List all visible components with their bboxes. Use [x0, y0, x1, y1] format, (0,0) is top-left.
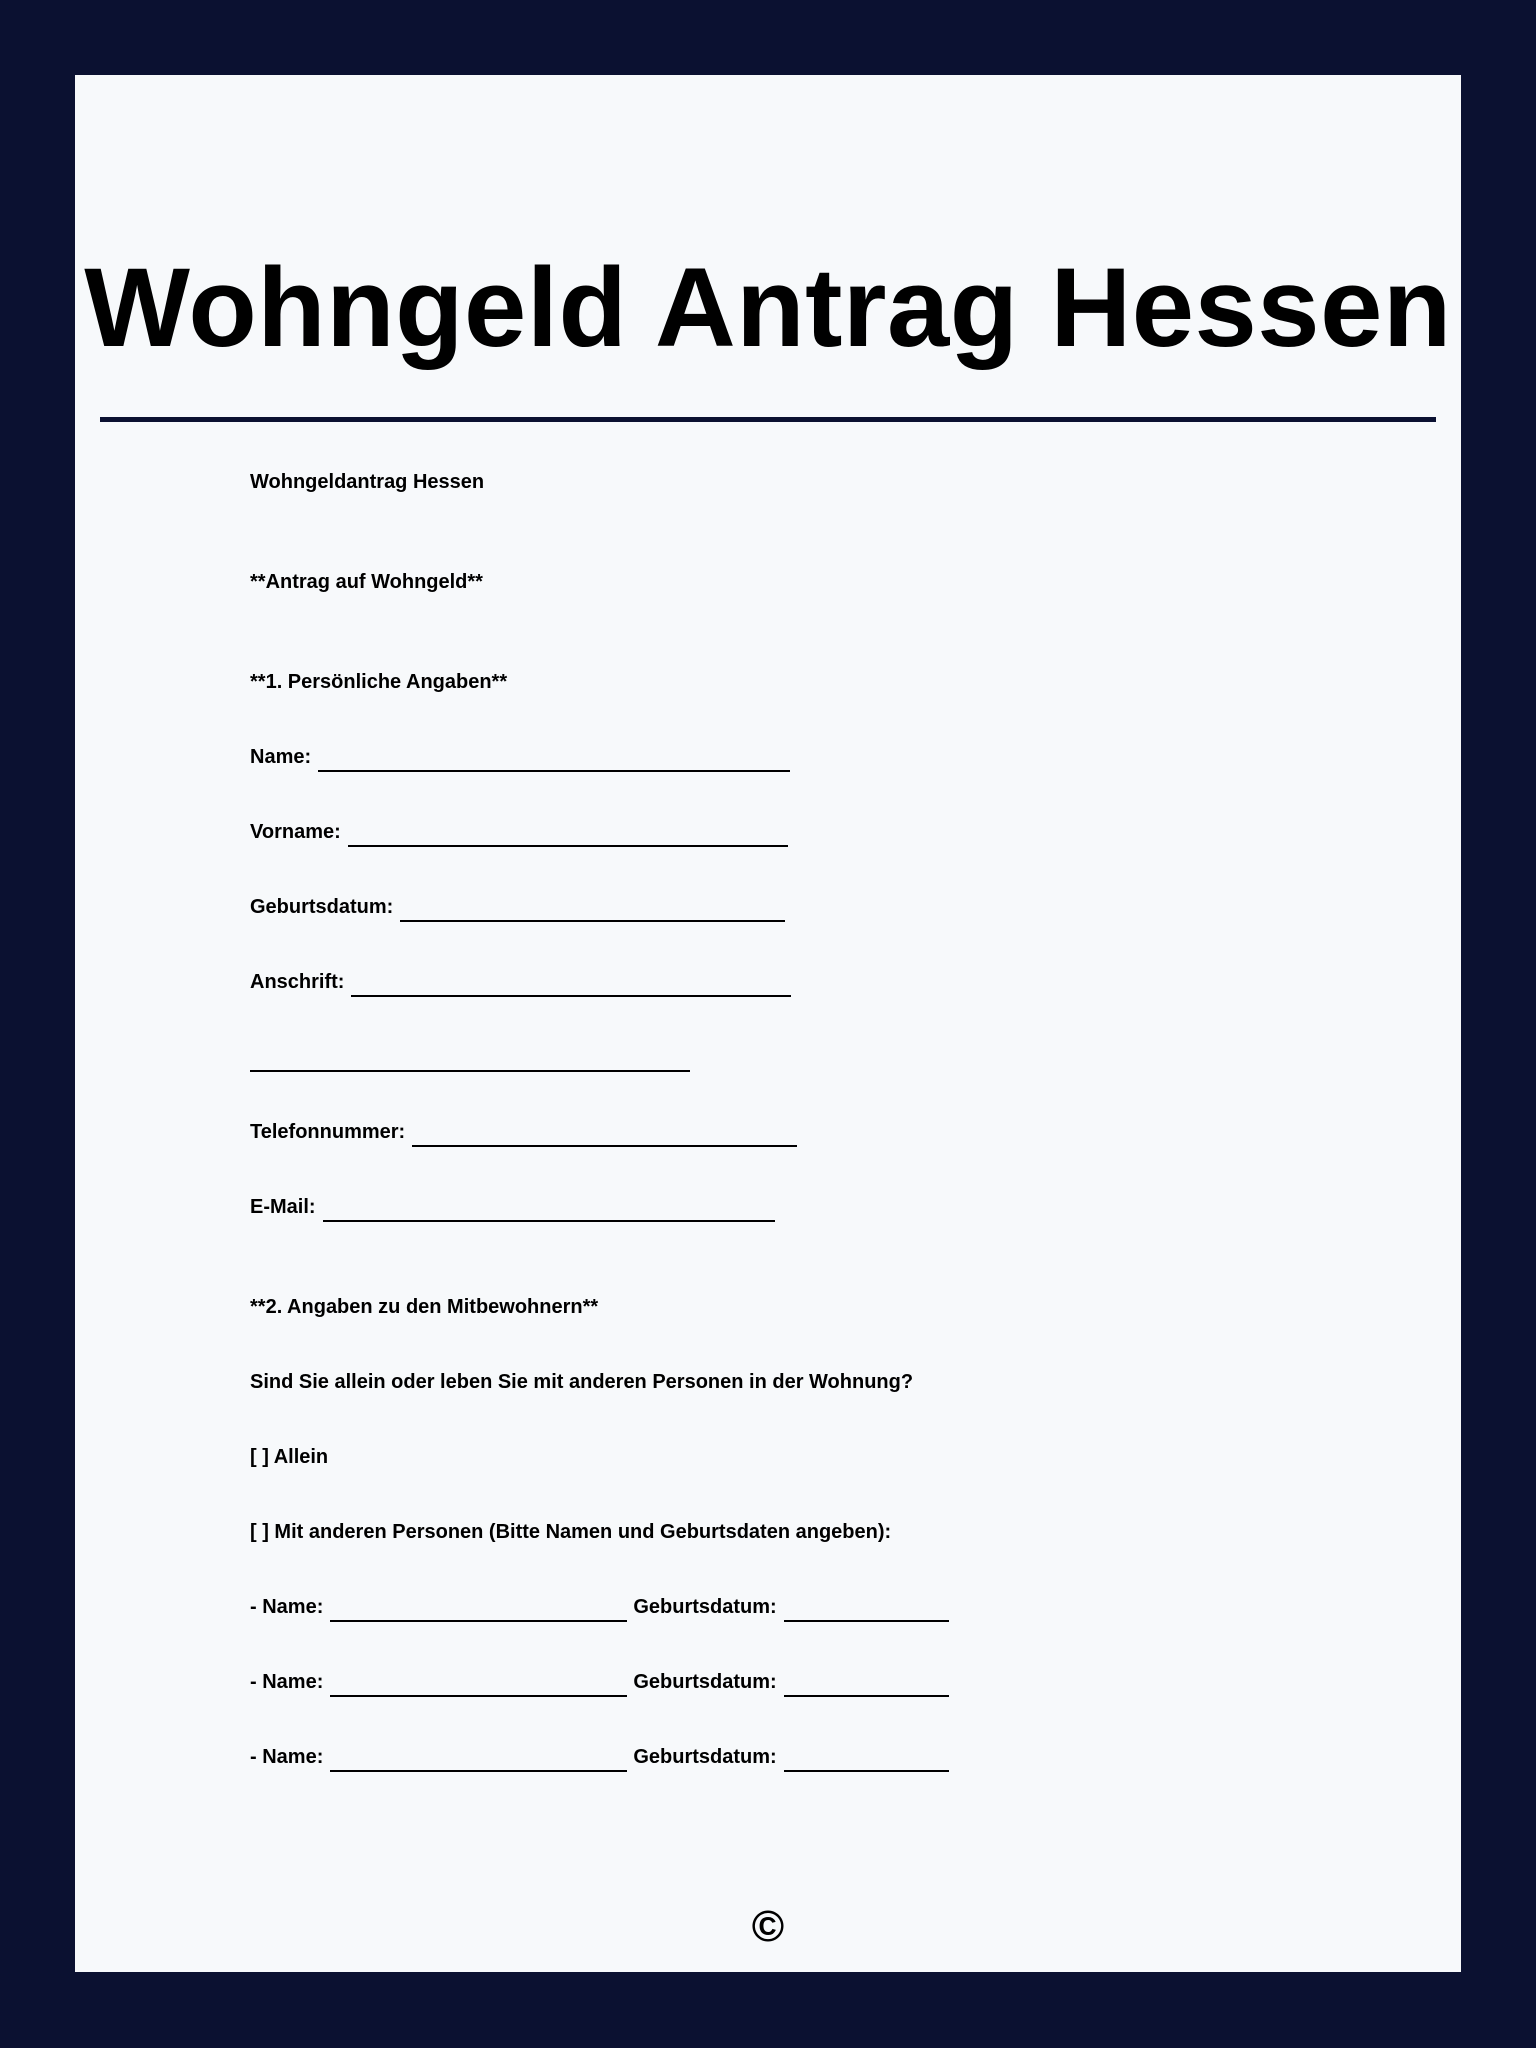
mitbewohner-date-label: Geburtsdatum: — [633, 1746, 777, 1768]
email-label: E-Mail: — [250, 1196, 316, 1218]
anschrift-row — [250, 970, 797, 994]
mitbewohner-row — [250, 1670, 955, 1694]
anschrift-continuation-row — [250, 1045, 696, 1069]
vorname-row — [250, 820, 794, 844]
mitbewohner-date-field[interactable] — [784, 1748, 949, 1772]
mitbewohner-name-field[interactable] — [330, 1748, 627, 1772]
telefon-field[interactable] — [412, 1123, 797, 1147]
geburtsdatum-field[interactable] — [400, 898, 785, 922]
option-allein[interactable] — [250, 1445, 328, 1469]
mitbewohner-row — [250, 1745, 955, 1769]
telefon-label: Telefonnummer: — [250, 1121, 406, 1143]
household-question: Sind Sie allein oder leben Sie mit anderen Personen in der Wohnung? — [250, 1371, 914, 1393]
form-name: Wohngeldantrag Hessen — [250, 471, 485, 493]
option-mit-anderen[interactable] — [250, 1520, 891, 1544]
option-allein-label: [ ] Allein — [250, 1446, 329, 1468]
copyright-icon: © — [751, 1902, 785, 1951]
form-heading-line — [250, 570, 483, 594]
vorname-label: Vorname: — [250, 821, 341, 843]
mitbewohner-row — [250, 1595, 955, 1619]
title-divider — [100, 417, 1436, 422]
section1-title: **1. Persönliche Angaben** — [250, 671, 508, 693]
section2-title-line — [250, 1295, 598, 1319]
mitbewohner-name-label: - Name: — [250, 1596, 324, 1618]
mitbewohner-name-label: - Name: — [250, 1671, 324, 1693]
geburtsdatum-row — [250, 895, 791, 919]
mitbewohner-date-label: Geburtsdatum: — [633, 1671, 777, 1693]
name-label: Name: — [250, 746, 312, 768]
mitbewohner-name-field[interactable] — [330, 1673, 627, 1697]
name-field[interactable] — [318, 748, 790, 772]
option-mit-anderen-label: [ ] Mit anderen Personen (Bitte Namen und Geburtsdaten angeben): — [250, 1521, 892, 1543]
question-line — [250, 1370, 913, 1394]
section2-title: **2. Angaben zu den Mitbewohnern** — [250, 1296, 599, 1318]
anschrift-field-line-2[interactable] — [250, 1048, 690, 1072]
geburtsdatum-label: Geburtsdatum: — [250, 896, 394, 918]
section1-title-line — [250, 670, 507, 694]
email-field[interactable] — [323, 1198, 775, 1222]
telefon-row — [250, 1120, 803, 1144]
name-row — [250, 745, 796, 769]
mitbewohner-date-field[interactable] — [784, 1598, 949, 1622]
mitbewohner-date-label: Geburtsdatum: — [633, 1596, 777, 1618]
mitbewohner-name-field[interactable] — [330, 1598, 627, 1622]
anschrift-label: Anschrift: — [250, 971, 345, 993]
document-title: Wohngeld Antrag Hessen — [84, 245, 1452, 370]
form-name-line — [250, 470, 484, 494]
mitbewohner-date-field[interactable] — [784, 1673, 949, 1697]
vorname-field[interactable] — [348, 823, 788, 847]
mitbewohner-name-label: - Name: — [250, 1746, 324, 1768]
form-heading: **Antrag auf Wohngeld** — [250, 571, 483, 593]
anschrift-field[interactable] — [351, 973, 791, 997]
email-row — [250, 1195, 781, 1219]
